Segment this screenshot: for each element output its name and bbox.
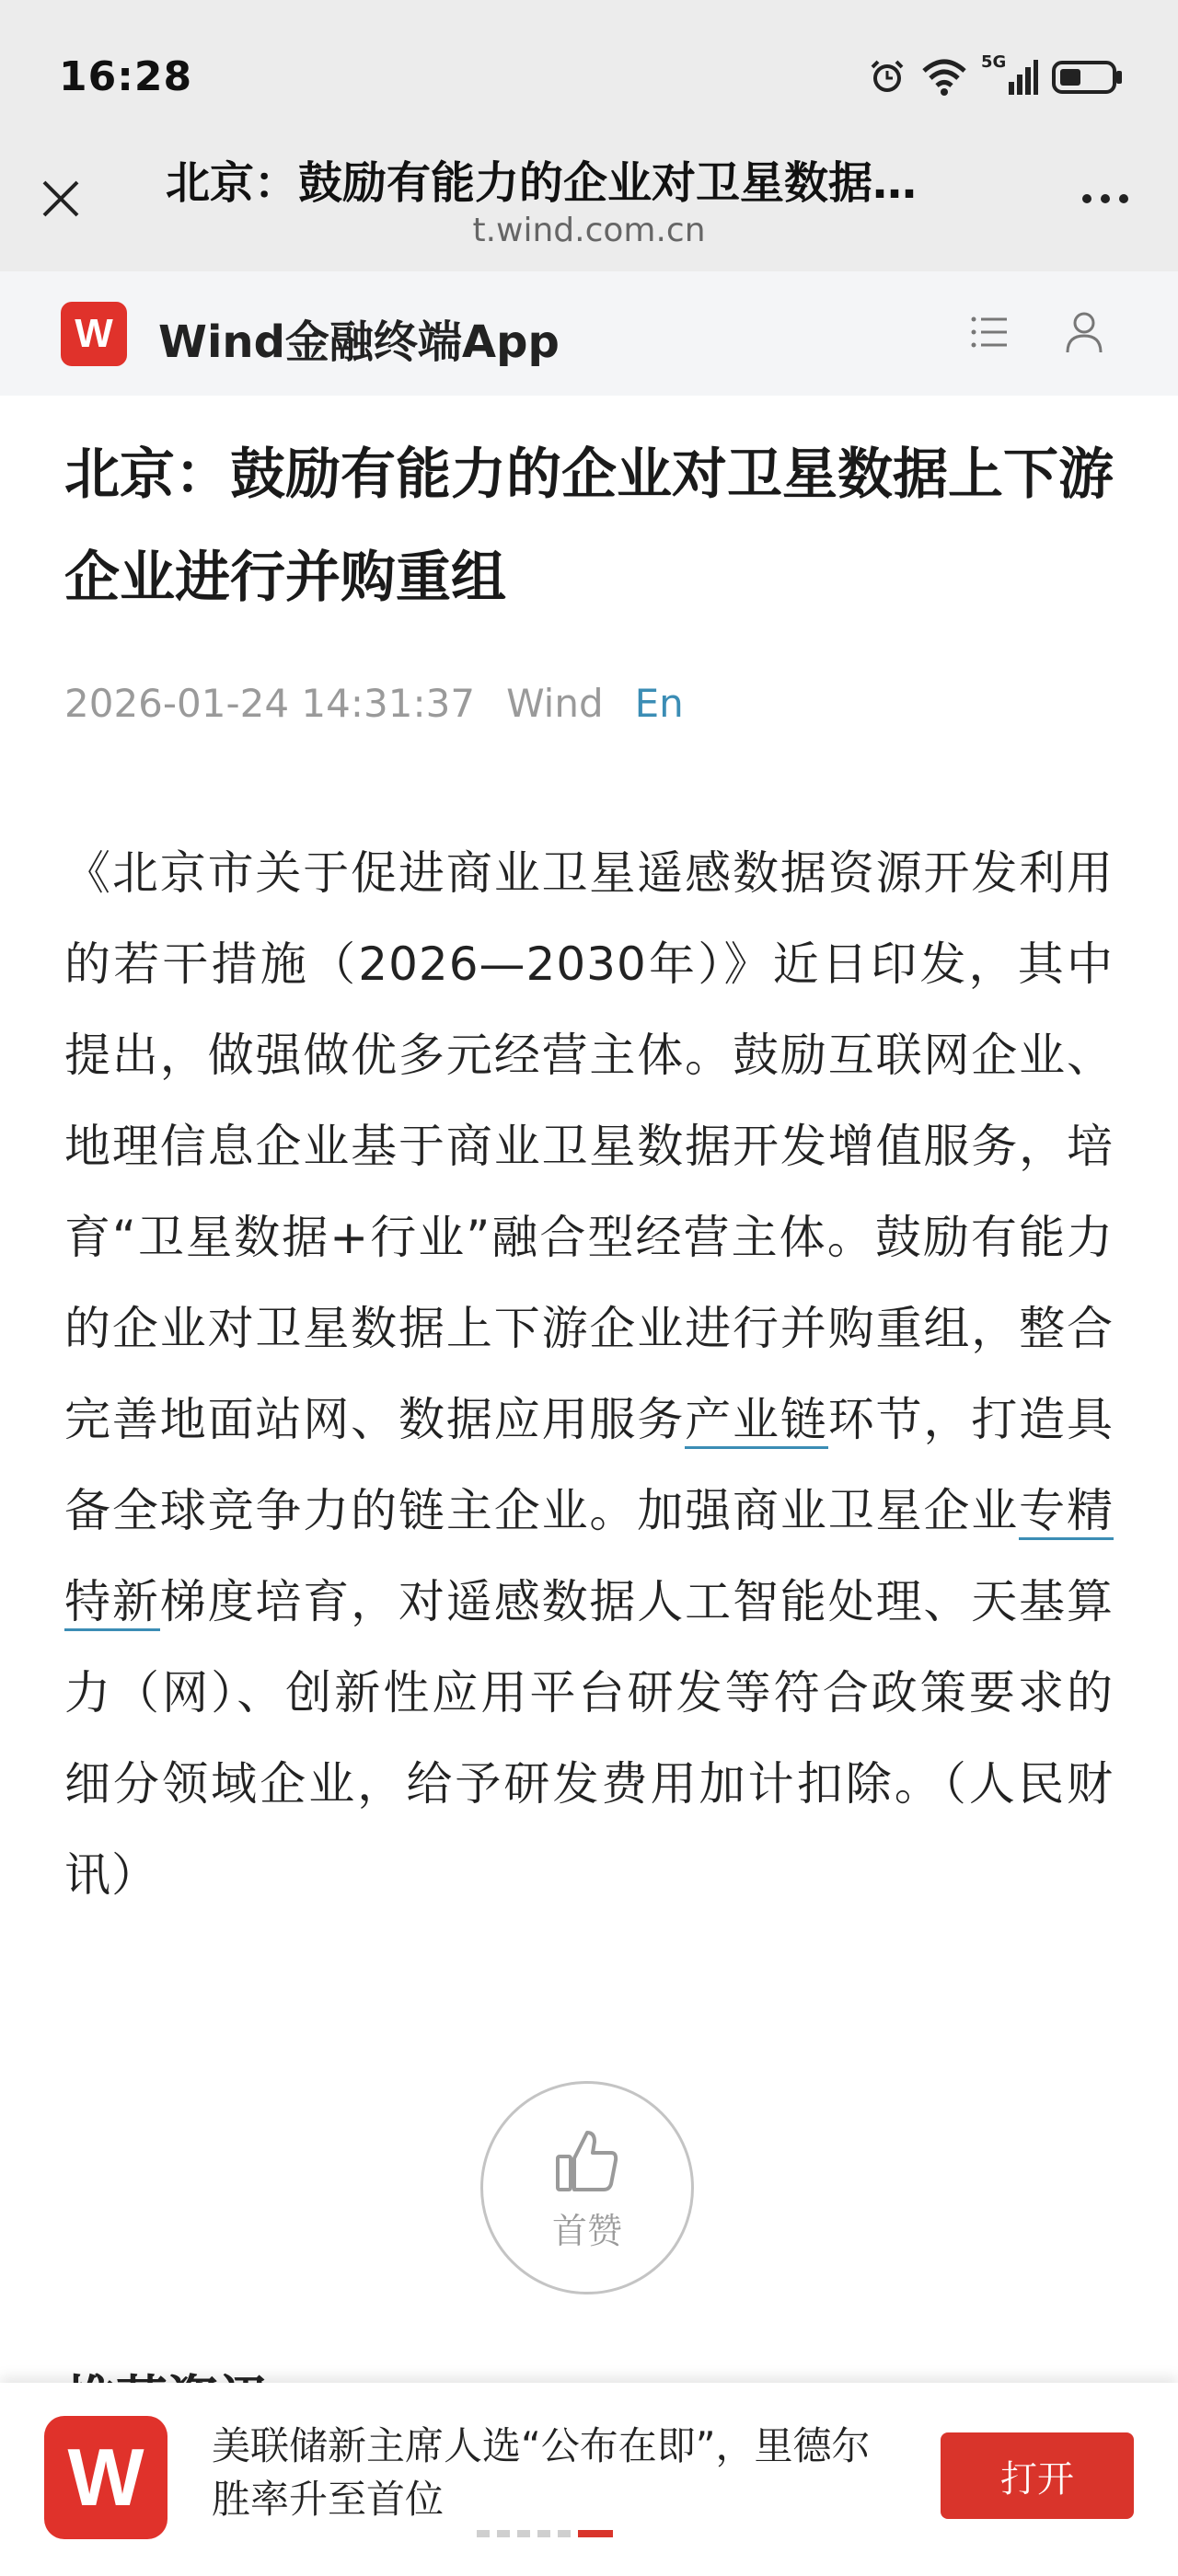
carousel-dot [537,2530,550,2537]
carousel-dot [477,2530,490,2537]
thumbs-up-icon [550,2123,624,2197]
browser-chrome [0,0,1178,271]
wifi-icon [920,56,968,97]
carousel-indicator [477,2530,613,2537]
status-time: 16:28 [59,53,193,100]
menu-button[interactable] [964,306,1016,358]
body-text-part: 环节，打造具备全球竞争力的链主企业。加强商业卫星企业 [64,1393,1114,1537]
more-dot-icon [1101,194,1110,203]
user-icon [1058,306,1110,358]
carousel-dot [497,2530,510,2537]
status-icons [867,52,1125,98]
carousel-dot [558,2530,571,2537]
body-text-part: 梯度培育，对遥感数据人工智能处理、天基算力（网）、创新性应用平台研发等符合政策要求的细分领域企业，给予研发费用加计扣除。（人民财讯） [64,1575,1114,1902]
article-title: 北京：鼓励有能力的企业对卫星数据上下游企业进行并购重组 [64,443,1114,610]
more-dot-icon [1119,194,1128,203]
article-source: Wind [506,681,604,726]
user-button[interactable] [1058,306,1110,358]
brand-name[interactable]: Wind金融终端App [158,316,560,368]
keyword-link-industry-chain[interactable]: 产业链 [685,1393,828,1449]
carousel-dot [517,2530,530,2537]
article-meta [64,681,684,726]
wind-app-logo: W [44,2416,167,2539]
carousel-dot-active [578,2530,613,2537]
like-label: 首赞 [551,2210,622,2251]
body-text-part: 《北京市关于促进商业卫星遥感数据资源开发利用的若干措施（2026—2030年）》近日印发，其中提出，做强做优多元经营主体。鼓励互联网企业、地理信息企业基于商业卫星数据开发增值服务，培育“卫星数据+行业”融合型经营主体。鼓励有能力的企业对卫星数据上下游企业进行并购重组，整合完善地面站网、数据应用服务 [64,846,1114,1446]
page-domain: t.wind.com.cn [472,212,706,249]
keyword-link-specialized[interactable]: 专精特新 [64,1484,1114,1631]
list-menu-icon [964,306,1016,358]
article-date: 2026-01-24 14:31:37 [64,681,476,726]
more-options-button[interactable] [1073,180,1138,217]
app-promo-banner[interactable] [0,2383,1178,2576]
page-heading: 北京：鼓励有能力的企业对卫星数据… [166,157,918,209]
open-app-button[interactable]: 打开 [941,2432,1134,2519]
wind-logo[interactable]: W [61,302,127,366]
network-type: 5G [981,52,1007,72]
cellular-icon [981,52,1038,97]
site-header [0,271,1178,396]
battery-icon [1051,56,1125,97]
more-dot-icon [1082,194,1091,203]
alarm-icon [867,56,907,97]
like-button[interactable] [480,2081,694,2294]
article-body [64,828,1114,1921]
english-toggle-link[interactable]: En [634,681,684,726]
banner-headline[interactable]: 美联储新主席人选“公布在即”，里德尔胜率升至首位 [212,2423,871,2522]
